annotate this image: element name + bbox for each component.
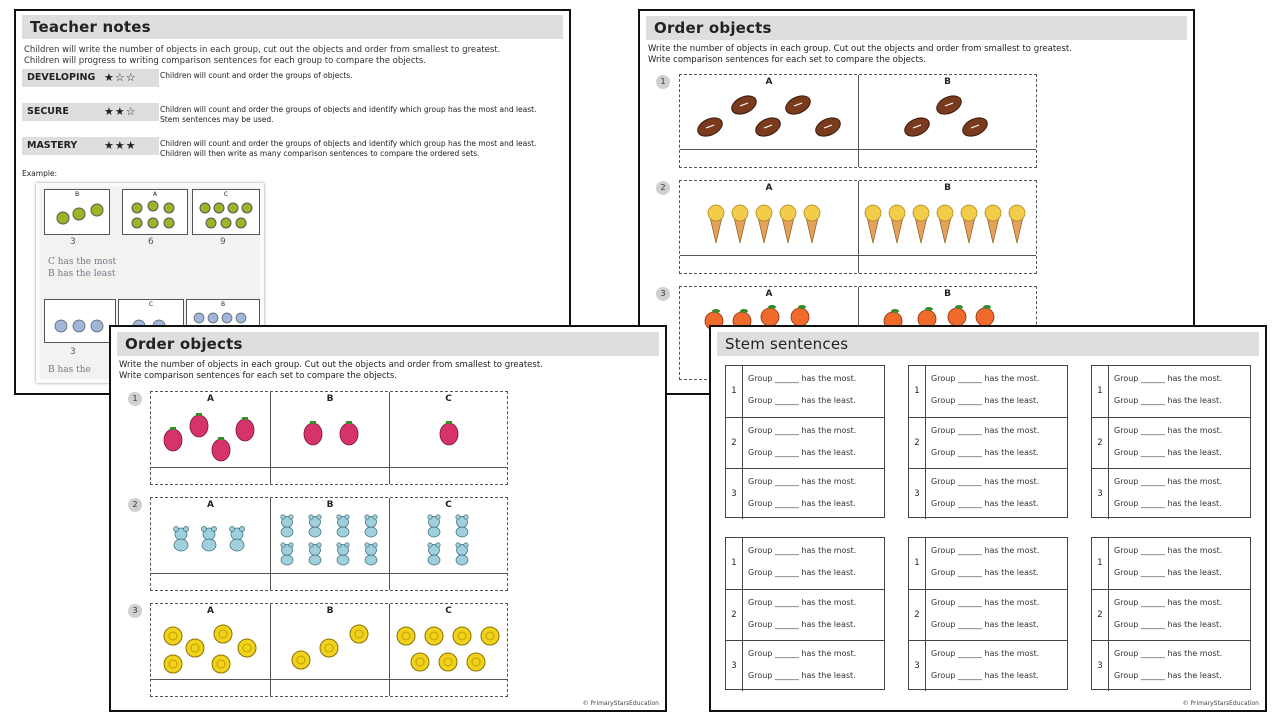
group-cell [680,181,858,273]
copyright-text: © PrimaryStarsEducation [582,700,659,707]
stem-line-most[interactable]: Group ______ has the most. [748,598,857,607]
group-letter: A [207,394,214,404]
teacher-notes-title: Teacher notes [22,15,563,39]
answer-line [151,573,507,574]
question-grid [679,180,1037,274]
answer-line [680,149,1036,150]
stem-line-least[interactable]: Group ______ has the least. [748,620,856,629]
stem-row-number: 2 [909,590,926,640]
stem-line-most[interactable]: Group ______ has the most. [1114,477,1223,486]
group-letter: B [326,394,334,404]
stem-sentence-box [725,365,885,518]
question-number: 3 [656,287,670,301]
sheet-title: Order objects [117,332,659,356]
stem-row [726,468,884,519]
photo-card-b [44,189,110,235]
photo-card-a [122,189,188,235]
stem-row-number: 3 [726,641,743,691]
stem-line-most[interactable]: Group ______ has the most. [1114,426,1223,435]
stem-line-least[interactable]: Group ______ has the least. [931,568,1039,577]
stem-row-number: 3 [1092,469,1109,519]
group-letter: B [944,183,951,193]
photo-letter: B [74,191,80,198]
stem-row [1092,538,1250,589]
group-cell [151,498,270,590]
star-rating-icon: ★☆☆ [104,71,137,84]
photo-answer: 9 [220,237,226,247]
group-cell [151,604,270,696]
level-developing [22,69,562,89]
group-cell [270,604,389,696]
level-name: MASTERY [22,137,159,155]
stem-line-least[interactable]: Group ______ has the least. [931,448,1039,457]
level-desc-line: Children will count and order the groups of objects and identify which group has the most and least. [160,139,537,148]
stem-row-number: 1 [1092,366,1109,417]
photo-card-c [192,189,260,235]
question-grid [150,497,508,591]
stem-line-least[interactable]: Group ______ has the least. [748,499,856,508]
question-number: 3 [128,604,142,618]
stem-line-least[interactable]: Group ______ has the least. [931,396,1039,405]
stem-row [909,640,1067,691]
question-grid [679,74,1037,168]
answer-line [680,255,1036,256]
stem-row-number: 3 [1092,641,1109,691]
stem-row [909,538,1067,589]
star-rating-icon: ★★★ [104,139,137,152]
group-cell [389,498,507,590]
answer-line [151,467,507,468]
stem-sentence-box [725,537,885,690]
stem-row-number: 2 [1092,418,1109,468]
teddy-icons [45,300,117,344]
photo-sentence: C has the most [48,257,117,267]
instruction-line-1: Write the number of objects in each group. Cut out the objects and order from smallest to greatest. [119,360,543,370]
stem-line-least[interactable]: Group ______ has the least. [748,568,856,577]
stem-row [1092,640,1250,691]
question-number: 2 [128,498,142,512]
stem-line-least[interactable]: Group ______ has the least. [1114,671,1222,680]
photo-sentence: B has the [48,365,91,375]
stem-row [909,468,1067,519]
teacher-intro-line-1: Children will write the number of objects in each group, cut out the objects and order from smallest to greatest. [24,45,501,55]
group-letter: B [326,500,334,510]
stem-line-most[interactable]: Group ______ has the most. [1114,374,1223,383]
group-letter: A [207,606,214,616]
stem-row [726,417,884,468]
stem-row-number: 2 [1092,590,1109,640]
level-desc-line: Children will count and order the groups of objects. [160,71,353,80]
stem-line-least[interactable]: Group ______ has the least. [931,671,1039,680]
group-letter: A [765,77,773,87]
stem-row [1092,366,1250,417]
group-letter: C [445,500,452,510]
stem-line-least[interactable]: Group ______ has the least. [748,671,856,680]
stem-row [726,366,884,417]
photo-answer: 3 [70,237,76,247]
sheet-title: Stem sentences [717,332,1259,356]
star-rating-icon: ★★☆ [104,105,137,118]
level-desc-line: Children will then write as many comparison sentences to compare the ordered sets. [160,149,480,158]
stem-row [1092,468,1250,519]
level-desc-line: Children will count and order the groups of objects and identify which group has the most and least. [160,105,537,114]
stem-sentence-box [908,365,1068,518]
instruction-line-2: Write comparison sentences for each set to compare the objects. [119,371,397,381]
stem-sentence-box [1091,537,1251,690]
stem-line-most[interactable]: Group ______ has the most. [931,546,1040,555]
stem-row [726,640,884,691]
stem-line-least[interactable]: Group ______ has the least. [1114,499,1222,508]
stem-row-number: 3 [909,469,926,519]
stem-sentence-box [1091,365,1251,518]
group-letter: A [207,500,214,510]
level-description [160,71,560,81]
stem-line-least[interactable]: Group ______ has the least. [931,620,1039,629]
stem-row [726,538,884,589]
group-cell [389,604,507,696]
question-grid [150,603,508,697]
group-letter: A [765,183,773,193]
example-label: Example: [22,169,58,178]
instruction-line-2: Write comparison sentences for each set to compare the objects. [648,55,926,65]
stem-row-number: 2 [726,590,743,640]
stem-row-number: 1 [726,366,743,417]
photo-letter: B [220,301,226,308]
group-letter: C [445,394,452,404]
stem-row-number: 1 [909,538,926,589]
order-objects-sheet-b [109,325,667,712]
instruction-line-1: Write the number of objects in each group. Cut out the objects and order from smallest to greatest. [648,44,1072,54]
stem-row [1092,589,1250,640]
level-description [160,139,560,159]
photo-letter: C [223,191,229,198]
stem-row [726,589,884,640]
group-letter: A [765,289,773,299]
group-cell [858,181,1036,273]
level-name: DEVELOPING [22,69,159,87]
stem-line-most[interactable]: Group ______ has the most. [748,649,857,658]
level-mastery [22,137,562,157]
level-name: SECURE [22,103,159,121]
stem-line-most[interactable]: Group ______ has the most. [1114,546,1223,555]
photo-answer: 6 [148,237,154,247]
stem-line-most[interactable]: Group ______ has the most. [931,477,1040,486]
photo-letter: A [152,191,158,198]
stem-row [909,366,1067,417]
stem-line-most[interactable]: Group ______ has the most. [1114,598,1223,607]
stem-line-least[interactable]: Group ______ has the least. [1114,448,1222,457]
stem-line-most[interactable]: Group ______ has the most. [931,374,1040,383]
stem-row-number: 1 [726,538,743,589]
stem-row [909,589,1067,640]
photo-answer: 3 [70,347,76,357]
photo-letter: C [148,301,154,308]
stem-line-most[interactable]: Group ______ has the most. [1114,649,1223,658]
question-number: 1 [656,75,670,89]
stem-row [1092,417,1250,468]
question-number: 1 [128,392,142,406]
level-description [160,105,560,125]
stem-row-number: 2 [909,418,926,468]
stem-line-least[interactable]: Group ______ has the least. [1114,568,1222,577]
stem-sentence-box [908,537,1068,690]
stem-row-number: 1 [909,366,926,417]
stem-line-most[interactable]: Group ______ has the most. [931,649,1040,658]
stem-line-least[interactable]: Group ______ has the least. [1114,620,1222,629]
group-letter: B [944,289,951,299]
stem-row [909,417,1067,468]
stem-row-number: 1 [1092,538,1109,589]
stem-line-most[interactable]: Group ______ has the most. [748,477,857,486]
group-letter: B [944,77,951,87]
group-cell [270,392,389,484]
group-cell [151,392,270,484]
stem-line-most[interactable]: Group ______ has the most. [931,426,1040,435]
sheet-title: Order objects [646,16,1187,40]
level-desc-line: Stem sentences may be used. [160,115,274,124]
group-cell [270,498,389,590]
answer-line [151,679,507,680]
teacher-intro-line-2: Children will progress to writing comparison sentences for each group to compare the objects. [24,56,426,66]
stem-row-number: 3 [726,469,743,519]
group-letter: C [445,606,452,616]
group-cell [858,75,1036,167]
group-letter: B [326,606,334,616]
group-cell [389,392,507,484]
stem-line-least[interactable]: Group ______ has the least. [931,499,1039,508]
stem-sentences-sheet [709,325,1267,712]
copyright-text: © PrimaryStarsEducation [1182,700,1259,707]
stem-line-most[interactable]: Group ______ has the most. [748,426,857,435]
group-cell [680,75,858,167]
stem-line-least[interactable]: Group ______ has the least. [1114,396,1222,405]
level-secure [22,103,562,123]
question-grid [150,391,508,485]
stem-row-number: 3 [909,641,926,691]
stem-line-least[interactable]: Group ______ has the least. [748,448,856,457]
stem-line-most[interactable]: Group ______ has the most. [931,598,1040,607]
photo-card-bears [44,299,116,343]
stem-row-number: 2 [726,418,743,468]
stem-line-least[interactable]: Group ______ has the least. [748,396,856,405]
question-number: 2 [656,181,670,195]
stem-line-most[interactable]: Group ______ has the most. [748,546,857,555]
stem-line-most[interactable]: Group ______ has the most. [748,374,857,383]
photo-sentence: B has the least [48,269,116,279]
